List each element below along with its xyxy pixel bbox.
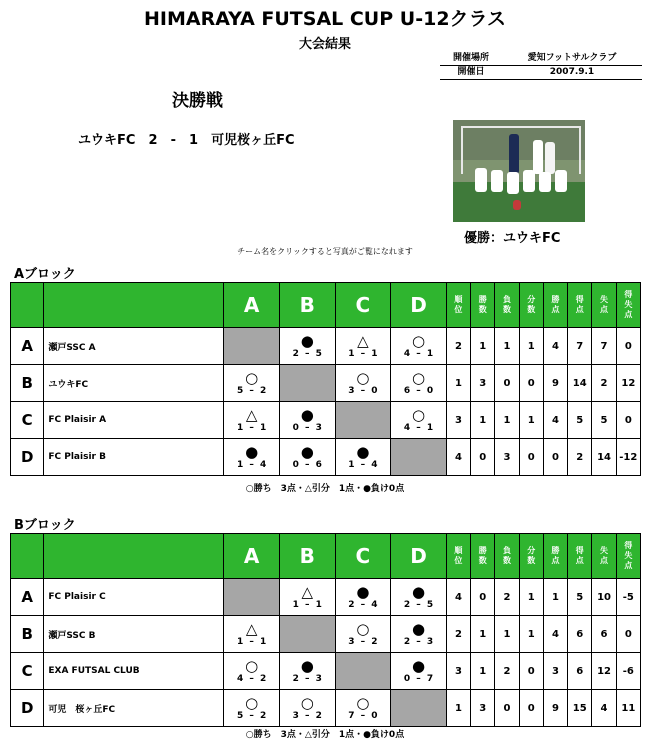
match-result-cell [391,328,447,365]
table-row [11,402,641,439]
stat-value: 4 [446,439,470,476]
match-score: 4 – 1 [403,423,434,433]
match-score: 6 – 0 [403,386,434,396]
result-symbol-icon: ● [300,657,314,675]
stat-value: 11 [616,690,640,727]
match-result-cell [224,439,280,476]
match-score: 2 – 4 [348,600,378,610]
header-stat-char: 数 [527,305,536,314]
header-col-b: B [279,534,335,579]
header-stat [568,283,592,328]
block-b-label: Bブロック [14,518,76,533]
row-letter: A [11,579,44,616]
header-col-c: C [335,283,391,328]
match-score: 2 – 3 [292,674,322,684]
header-stat-char: 点 [600,556,609,565]
header-stat [495,283,519,328]
stat-value: 1 [471,616,495,653]
stat-value: 7 [592,328,616,365]
result-symbol-icon: △ [245,406,258,424]
stat-value: 0 [543,439,567,476]
stat-value: 0 [616,402,640,439]
header-stat-char: 分 [527,295,536,304]
header-stat-char: 失 [600,295,609,304]
match-result-cell [224,365,280,402]
result-symbol-icon: △ [301,583,314,601]
match-result-cell [224,402,280,439]
header-stat-char: 点 [624,310,633,319]
stat-value: 4 [446,579,470,616]
header-stat-char: 得 [575,295,584,304]
match-result-cell [335,579,391,616]
result-symbol-icon: ● [300,443,314,461]
event-info-table [440,52,642,80]
page-title: HIMARAYA FUTSAL CUP U-12クラス [144,8,506,30]
header-stat [446,534,470,579]
block-a-label: Aブロック [14,267,76,282]
match-score: 1 – 1 [292,600,322,610]
table-header-row [11,283,641,328]
stat-value: 2 [568,439,592,476]
header-stat [495,534,519,579]
header-stat-char: 点 [551,305,560,314]
header-stat [519,283,543,328]
result-symbol-icon: ○ [356,694,370,712]
header-corner [11,283,44,328]
header-stat [543,283,567,328]
date-value: 2007.9.1 [502,66,642,80]
match-result-cell [335,365,391,402]
table-row [11,328,641,365]
stat-value: 0 [616,328,640,365]
team-name-link[interactable]: ユウキFC [44,365,224,402]
header-col-d: D [391,534,447,579]
winner-caption: 優勝：ユウキFC [464,231,561,246]
header-stat-char: 順 [454,295,463,304]
table-row [11,653,641,690]
match-result-cell [391,365,447,402]
header-stat-char: 勝 [551,546,560,555]
header-stat-char: 失 [600,546,609,555]
result-symbol-icon: ● [411,583,426,601]
team-name-link[interactable]: 可児 桜ヶ丘FC [44,690,224,727]
stat-value: 9 [543,690,567,727]
stat-value: -12 [616,439,640,476]
stat-value: 2 [495,579,519,616]
result-symbol-icon: ○ [356,369,370,387]
header-stat [592,283,616,328]
stat-value: 1 [446,690,470,727]
result-symbol-icon: ○ [300,694,314,712]
team-name-link[interactable]: 瀬戸SSC A [44,328,224,365]
result-symbol-icon: △ [357,332,369,350]
stat-value: 5 [592,402,616,439]
header-stat-char: 負 [502,546,511,555]
match-score: 2 – 3 [403,637,434,647]
stat-value: 4 [543,402,567,439]
header-stat [471,534,495,579]
header-col-d: D [391,283,447,328]
match-score: 0 – 3 [292,423,322,433]
row-letter: D [11,690,44,727]
stat-value: 12 [592,653,616,690]
header-corner [11,534,44,579]
result-symbol-icon: ● [411,657,426,675]
result-symbol-icon: ○ [245,657,259,675]
match-result-cell [335,328,391,365]
result-symbol-icon: ○ [356,620,370,638]
header-stat [446,283,470,328]
stat-value: -5 [616,579,640,616]
self-match-cell [224,328,280,365]
stat-value: 0 [495,690,519,727]
match-result-cell [391,616,447,653]
result-symbol-icon: ○ [245,694,259,712]
result-symbol-icon: ○ [245,369,259,387]
header-stat-char: 分 [527,546,536,555]
header-col-b: B [279,283,335,328]
stat-value: 7 [568,328,592,365]
stat-value: 1 [519,328,543,365]
page-subtitle: 大会結果 [298,37,351,52]
team-name-link[interactable]: FC Plaisir C [44,579,224,616]
stat-value: 15 [568,690,592,727]
header-stat-char: 失 [624,300,633,309]
result-symbol-icon: ○ [411,332,426,350]
stat-value: 0 [519,690,543,727]
stat-value: 1 [446,365,470,402]
match-result-cell [279,579,335,616]
stat-value: -6 [616,653,640,690]
match-result-cell [279,328,335,365]
match-result-cell [224,690,280,727]
table-row [11,690,641,727]
header-stat-char: 得 [575,546,584,555]
stat-value: 9 [543,365,567,402]
header-stat [471,283,495,328]
match-result-cell [391,402,447,439]
stat-value: 2 [592,365,616,402]
stat-value: 5 [568,402,592,439]
stat-value: 2 [495,653,519,690]
header-stat [616,534,640,579]
block-a-legend: ○勝ち 3点・△引分 1点・●負け0点 [245,484,405,494]
stat-value: 14 [568,365,592,402]
header-stat-char: 勝 [551,295,560,304]
self-match-cell [391,690,447,727]
row-letter: D [11,439,44,476]
match-score: 1 – 4 [237,460,267,470]
header-stat [568,534,592,579]
header-stat-char: 順 [454,546,463,555]
match-result-cell [391,653,447,690]
self-match-cell [279,365,335,402]
match-score: 0 – 7 [403,674,434,684]
stat-value: 4 [592,690,616,727]
header-stat [592,534,616,579]
stat-value: 0 [519,653,543,690]
team-name-link[interactable]: 瀬戸SSC B [44,616,224,653]
table-row [11,439,641,476]
match-result-cell [335,439,391,476]
self-match-cell [391,439,447,476]
match-score: 2 – 5 [292,349,322,359]
match-score: 1 – 1 [237,423,267,433]
table-row [11,616,641,653]
match-result-cell [279,439,335,476]
team-name-link[interactable]: FC Plaisir A [44,402,224,439]
header-stat-char: 勝 [478,546,487,555]
stat-value: 1 [543,579,567,616]
match-result-cell [279,653,335,690]
winner-team-photo[interactable] [453,120,585,222]
stat-value: 5 [568,579,592,616]
header-stat-char: 失 [624,551,633,560]
result-symbol-icon: ● [356,443,370,461]
stat-value: 3 [471,365,495,402]
match-score: 3 – 2 [348,637,378,647]
header-stat-char: 勝 [478,295,487,304]
stat-value: 0 [495,365,519,402]
header-col-c: C [335,534,391,579]
header-stat-char: 数 [478,556,487,565]
stat-value: 1 [519,402,543,439]
table-row [11,579,641,616]
self-match-cell [279,616,335,653]
header-col-a: A [224,534,280,579]
header-col-a: A [224,283,280,328]
match-score: 4 – 1 [403,349,434,359]
header-team [44,283,224,328]
header-stat-char: 得 [624,541,633,550]
match-score: 5 – 2 [237,386,267,396]
result-symbol-icon: ○ [411,369,426,387]
stat-value: 3 [446,402,470,439]
result-symbol-icon: ○ [411,406,426,424]
header-stat-char: 位 [454,556,463,565]
header-stat-char: 数 [502,305,511,314]
click-team-note: チーム名をクリックすると写真がご覧になれます [237,247,413,256]
stat-value: 1 [471,328,495,365]
header-stat-char: 数 [478,305,487,314]
header-stat [543,534,567,579]
row-letter: C [11,653,44,690]
stat-value: 14 [592,439,616,476]
result-symbol-icon: ● [300,332,314,350]
row-letter: A [11,328,44,365]
match-result-cell [224,653,280,690]
table-row [11,365,641,402]
match-result-cell [335,616,391,653]
final-score: ユウキFC 2 - 1 可児桜ヶ丘FC [78,133,295,148]
row-letter: B [11,616,44,653]
stat-value: 10 [592,579,616,616]
header-stat-char: 数 [527,556,536,565]
match-score: 7 – 0 [348,711,378,721]
header-stat-char: 点 [551,556,560,565]
row-letter: B [11,365,44,402]
match-result-cell [391,579,447,616]
result-symbol-icon: ● [300,406,314,424]
match-result-cell [335,690,391,727]
header-stat-char: 点 [624,561,633,570]
stat-value: 1 [471,402,495,439]
match-result-cell [224,616,280,653]
block-b-legend: ○勝ち 3点・△引分 1点・●負け0点 [245,730,405,740]
stat-value: 6 [568,616,592,653]
team-name-link[interactable]: EXA FUTSAL CLUB [44,653,224,690]
date-label: 開催日 [440,66,502,80]
result-symbol-icon: △ [245,620,258,638]
stat-value: 6 [568,653,592,690]
match-score: 4 – 2 [237,674,267,684]
stat-value: 1 [495,402,519,439]
result-symbol-icon: ● [356,583,370,601]
header-stat-char: 点 [575,305,584,314]
stat-value: 12 [616,365,640,402]
header-stat-char: 点 [600,305,609,314]
stat-value: 1 [471,653,495,690]
stat-value: 0 [519,439,543,476]
header-stat-char: 負 [502,295,511,304]
stat-value: 1 [519,616,543,653]
match-score: 2 – 5 [403,600,434,610]
stat-value: 2 [446,328,470,365]
result-symbol-icon: ● [411,620,426,638]
block-a-table [10,282,641,476]
self-match-cell [224,579,280,616]
header-stat-char: 数 [502,556,511,565]
header-stat [616,283,640,328]
self-match-cell [335,402,391,439]
stat-value: 1 [519,579,543,616]
header-stat-char: 位 [454,305,463,314]
stat-value: 1 [495,616,519,653]
header-stat-char: 得 [624,290,633,299]
match-score: 3 – 2 [292,711,322,721]
header-team [44,534,224,579]
match-score: 1 – 1 [237,637,267,647]
stat-value: 3 [446,653,470,690]
team-name-link[interactable]: FC Plaisir B [44,439,224,476]
self-match-cell [335,653,391,690]
stat-value: 0 [471,439,495,476]
result-symbol-icon: ● [245,443,259,461]
row-letter: C [11,402,44,439]
venue-label: 開催場所 [440,52,502,66]
match-score: 0 – 6 [292,460,322,470]
match-score: 1 – 4 [348,460,378,470]
match-result-cell [279,402,335,439]
stat-value: 6 [592,616,616,653]
stat-value: 4 [543,328,567,365]
stat-value: 0 [519,365,543,402]
header-stat [519,534,543,579]
stat-value: 3 [495,439,519,476]
stat-value: 2 [446,616,470,653]
block-b-table [10,533,641,727]
stat-value: 3 [543,653,567,690]
stat-value: 1 [495,328,519,365]
match-score: 3 – 0 [348,386,378,396]
stat-value: 4 [543,616,567,653]
match-score: 1 – 1 [348,349,378,359]
stat-value: 3 [471,690,495,727]
header-stat-char: 点 [575,556,584,565]
match-score: 5 – 2 [237,711,267,721]
stat-value: 0 [616,616,640,653]
match-result-cell [279,690,335,727]
table-header-row [11,534,641,579]
final-heading: 決勝戦 [172,91,223,111]
venue-value: 愛知フットサルクラブ [502,52,642,66]
stat-value: 0 [471,579,495,616]
